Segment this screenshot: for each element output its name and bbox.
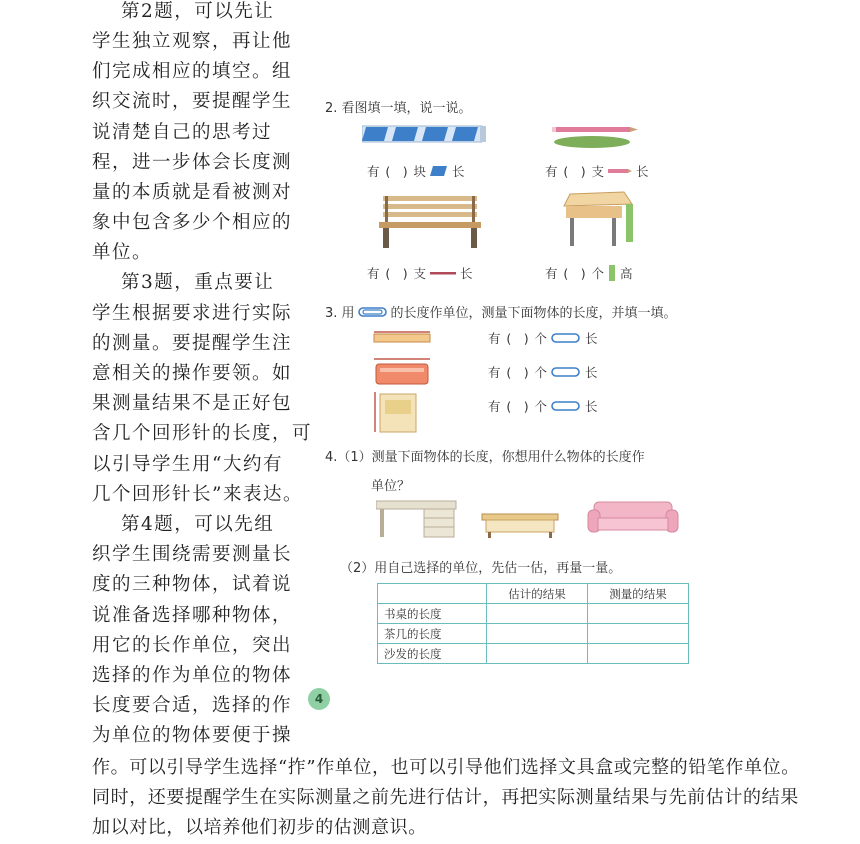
q4-part2-title: （2）用自己选择的单位，先估一估，再量一量。 [340,561,622,576]
caption-text: 个 [591,266,605,281]
caption-text: 块 [413,164,427,179]
note-line: 第4题，可以先组 [121,514,275,535]
measure-cell[interactable] [588,644,689,664]
note-line: 象中包含多少个相应的 [92,212,293,233]
note-bottom-line: 作。可以引导学生选择“拃”作单位，也可以引导他们选择文具盒或完整的铅笔作单位。 [92,757,800,778]
note-line: 说准备选择哪种物体， [92,605,293,626]
paperclip-icon [551,401,581,411]
block-icon [608,265,616,281]
note-line: 的测量。要提醒学生注 [92,333,293,354]
caption-text: 长 [460,266,473,281]
note-line: 意相关的操作要领。如 [92,363,293,384]
table-row [378,604,689,624]
q2-caption-pencil [545,162,649,180]
q3-title-text: 3. 用 [325,306,355,321]
caption-text: 长 [585,331,598,346]
note-line: 第2题，可以先让 [121,1,275,22]
table-row-label: 沙发的长度 [378,644,487,664]
measurement-table [377,583,689,664]
note-line: 学生独立观察，再让他 [92,31,293,52]
q4-part1-title: 4.（1）测量下面物体的长度，你想用什么物体的长度作 [325,450,645,465]
note-line: 织交流时，要提醒学生 [92,91,293,112]
pencil-cucumber-image [548,124,638,150]
caption-text: 高 [620,266,633,281]
caption-text: 支 [591,164,605,179]
stick-icon [430,270,456,276]
caption-text: 有 [488,399,501,414]
table-header-row [378,584,689,604]
measure-cell[interactable] [588,604,689,624]
note-line: 第3题，重点要让 [121,272,275,293]
writing-desk-image [376,497,458,541]
note-line: 程，进一步体会长度测 [92,152,293,173]
notebook-image [372,390,422,434]
note-bottom-line: 加以对比，以培养他们初步的估测意识。 [92,817,427,838]
q2-title: 2. 看图填一填，说一说。 [325,101,472,116]
note-line: 为单位的物体要便于操 [92,725,293,746]
note-line: 学生根据要求进行实际 [92,303,293,324]
bench-image [375,192,485,250]
tile-icon [430,165,448,177]
table-row-label: 茶几的长度 [378,624,487,644]
table-header-cell [378,584,487,604]
caption-text: 长 [636,164,649,179]
table-row [378,644,689,664]
caption-text: 有 [545,266,558,281]
note-line: 果测量结果不是正好包 [92,393,293,414]
pencil-case-image [372,330,434,346]
caption-text: 有 [545,164,558,179]
pencil-icon [608,167,632,175]
q3-title [325,302,677,321]
answer-blank[interactable]: ( ) [506,399,529,414]
caption-text: 有 [367,266,380,281]
caption-text: 有 [367,164,380,179]
answer-blank[interactable]: ( ) [506,365,529,380]
table-row-label: 书桌的长度 [378,604,487,624]
caption-text: 长 [585,399,598,414]
estimate-cell[interactable] [487,624,588,644]
estimate-cell[interactable] [487,604,588,624]
note-line: 选择的作为单位的物体 [92,665,293,686]
note-line: 含几个回形针的长度，可 [92,423,313,444]
q2-caption-tiles [367,162,465,180]
note-bottom-line: 同时，还要提醒学生在实际测量之前先进行估计，再把实际测量结果与先前估计的结果 [92,787,799,808]
caption-text: 有 [488,331,501,346]
book-image [372,356,434,388]
answer-blank[interactable]: ( ) [385,266,408,281]
tile-strip-image [362,124,486,146]
note-line: 几个回形针长”来表达。 [92,484,303,505]
table-header-cell: 估计的结果 [487,584,588,604]
note-line: 单位。 [92,242,153,263]
desk-image [560,188,640,250]
caption-text: 有 [488,365,501,380]
note-line: 织学生围绕需要测量长 [92,544,293,565]
note-line: 们完成相应的填空。组 [92,61,293,82]
q2-caption-bench [367,264,473,282]
caption-text: 支 [413,266,427,281]
paperclip-icon [551,333,581,343]
measure-cell[interactable] [588,624,689,644]
caption-text: 个 [534,365,548,380]
caption-text: 长 [452,164,465,179]
paperclip-icon [551,367,581,377]
caption-text: 个 [534,399,548,414]
q3-row-1 [488,329,598,347]
coffee-table-image [480,510,562,540]
paperclip-icon [358,307,388,317]
caption-text: 个 [534,331,548,346]
estimate-cell[interactable] [487,644,588,664]
q4-part1-title-cont: 单位？ [371,479,411,494]
note-line: 用它的长作单位，突出 [92,635,293,656]
note-line: 长度要合适，选择的作 [92,695,293,716]
note-line: 量的本质就是看被测对 [92,182,293,203]
sofa-image [586,498,680,538]
answer-blank[interactable]: ( ) [563,266,586,281]
answer-blank[interactable]: ( ) [385,164,408,179]
answer-blank[interactable]: ( ) [506,331,529,346]
note-line: 说清楚自己的思考过 [92,122,273,143]
q3-title-text: 的长度作单位，测量下面物体的长度，并填一填。 [390,306,677,321]
q3-row-2 [488,363,598,381]
page-number-badge: 4 [308,688,330,710]
caption-text: 长 [585,365,598,380]
answer-blank[interactable]: ( ) [563,164,586,179]
q2-caption-desk [545,264,633,282]
q3-row-3 [488,397,598,415]
table-header-cell: 测量的结果 [588,584,689,604]
note-line: 以引导学生用“大约有 [92,454,283,475]
note-line: 度的三种物体，试着说 [92,574,293,595]
table-row [378,624,689,644]
